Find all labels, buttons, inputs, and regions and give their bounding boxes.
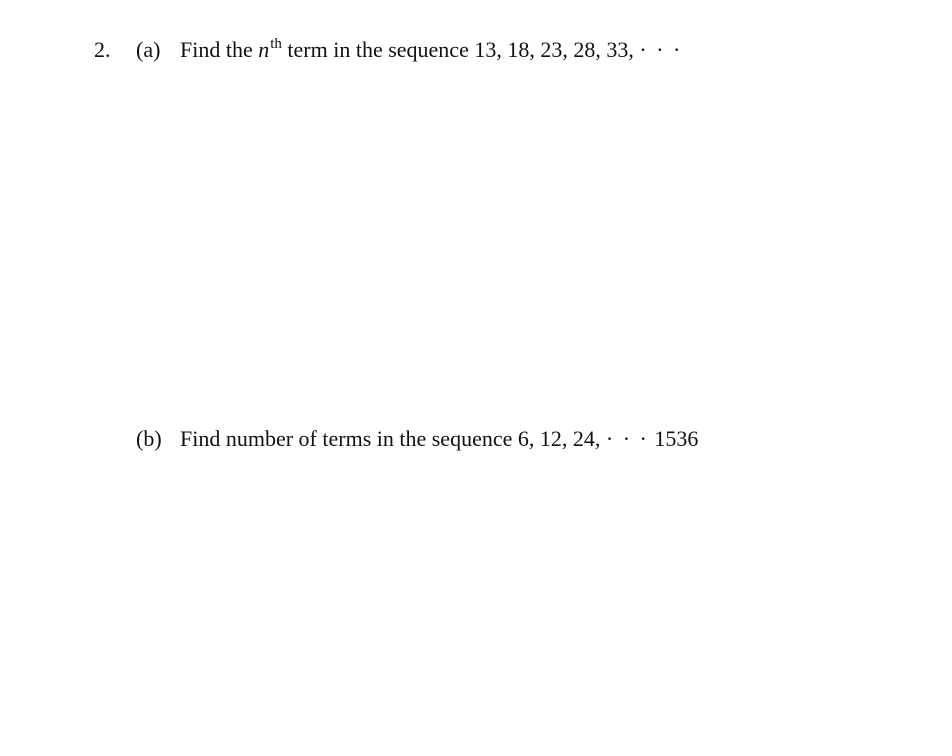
part-a-ellipsis: · · · xyxy=(639,37,683,62)
part-b-label: (b) xyxy=(136,426,162,451)
part-b-last-term: 1536 xyxy=(648,426,699,451)
question-part-a xyxy=(136,36,683,62)
part-b-ellipsis: · · · xyxy=(605,426,649,451)
part-a-text-after: term in the sequence xyxy=(281,37,475,62)
part-a-sequence: 13, 18, 23, 28, 33, xyxy=(474,37,640,62)
part-a-superscript: th xyxy=(270,36,282,52)
part-b-sequence: 6, 12, 24, xyxy=(517,426,606,451)
part-a-label: (a) xyxy=(136,37,161,62)
part-b-text: Find number of terms in the sequence xyxy=(180,426,518,451)
question-part-b xyxy=(136,428,698,450)
part-a-text-before: Find the xyxy=(180,37,259,62)
question-number: 2. xyxy=(94,37,111,62)
part-a-variable: n xyxy=(258,37,270,62)
